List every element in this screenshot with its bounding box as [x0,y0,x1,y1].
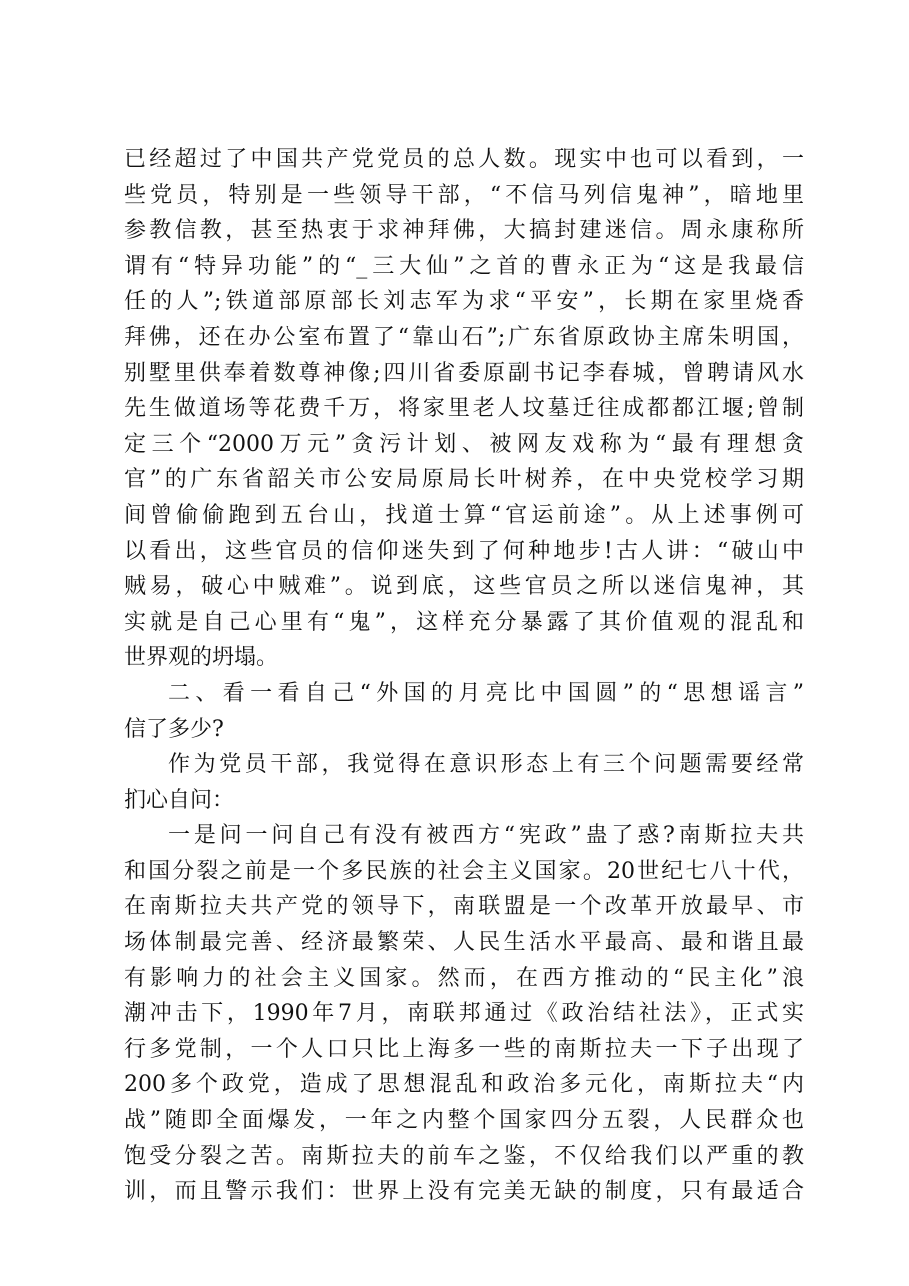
text-line: 参教信教，甚至热衷于求神拜佛，大搞封建迷信。周永康称所 [124,218,804,244]
text-line: 一是问一问自己有没有被西方“宪政”蛊了惑?南斯拉夫共 [168,823,804,849]
text-line: 贼易，破心中贼难”。说到底，这些官员之所以迷信鬼神，其 [124,574,804,600]
text-line: 世界观的坍塌。 [124,645,279,671]
text-line: 饱受分裂之苦。南斯拉夫的前车之鉴，不仅给我们以严重的教 [124,1143,804,1169]
text-line: 别墅里供奉着数尊神像;四川省委原副书记李春城，曾聘请风水 [124,360,804,386]
text-line: 任的人”;铁道部原部长刘志军为求“平安”，长期在家里烧香 [124,289,804,315]
text-line: 些党员，特别是一些领导干部，“不信马列信鬼神”，暗地里 [124,182,804,208]
text-line: 战”随即全面爆发，一年之内整个国家四分五裂，人民群众也 [124,1108,804,1134]
text-line: 在南斯拉夫共产党的领导下，南联盟是一个改革开放最早、市 [124,894,804,920]
body-text [124,142,804,1210]
text-line: 先生做道场等花费千万，将家里老人坟墓迁往成都都江堰;曾制 [124,396,804,422]
text-line: 实就是自己心里有“鬼”，这样充分暴露了其价值观的混乱和 [124,609,804,635]
text-line: 行多党制，一个人口只比上海多一些的南斯拉夫一下子出现了 [124,1036,804,1062]
text-line: 定三个“2000万元”贪污计划、被网友戏称为“最有理想贪 [124,431,804,457]
text-line: 有影响力的社会主义国家。然而，在西方推动的“民主化”浪 [124,965,804,991]
text-line: 200多个政党，造成了思想混乱和政治多元化，南斯拉夫“内 [124,1072,804,1098]
text-line: 作为党员干部，我觉得在意识形态上有三个问题需要经常 [168,752,804,778]
text-line: 扪心自问： [124,787,235,813]
text-line: 场体制最完善、经济最繁荣、人民生活水平最高、最和谐且最 [124,930,804,956]
text-line: 谓有“特异功能”的“_三大仙”之首的曹永正为“这是我最信 [124,253,804,279]
text-line: 训，而且警示我们：世界上没有完美无缺的制度，只有最适合 [124,1179,804,1205]
text-line: 间曾偷偷跑到五台山，找道士算“官运前途”。从上述事例可 [124,502,804,528]
text-line: 和国分裂之前是一个多民族的社会主义国家。20世纪七八十代， [124,858,804,884]
section-heading-line: 二、看一看自己“外国的月亮比中国圆”的“思想谣言” [168,680,804,706]
section-heading-line: 信了多少? [124,716,224,742]
text-line: 官”的广东省韶关市公安局原局长叶树养，在中央党校学习期 [124,467,804,493]
text-line: 已经超过了中国共产党党员的总人数。现实中也可以看到，一 [124,147,804,172]
text-line: 潮冲击下，1990年7月，南联邦通过《政治结社法》，正式实 [124,1001,804,1027]
text-line: 拜佛，还在办公室布置了“靠山石”;广东省原政协主席朱明国， [124,324,804,350]
text-line: 以看出，这些官员的信仰迷失到了何种地步!古人讲：“破山中 [124,538,804,564]
